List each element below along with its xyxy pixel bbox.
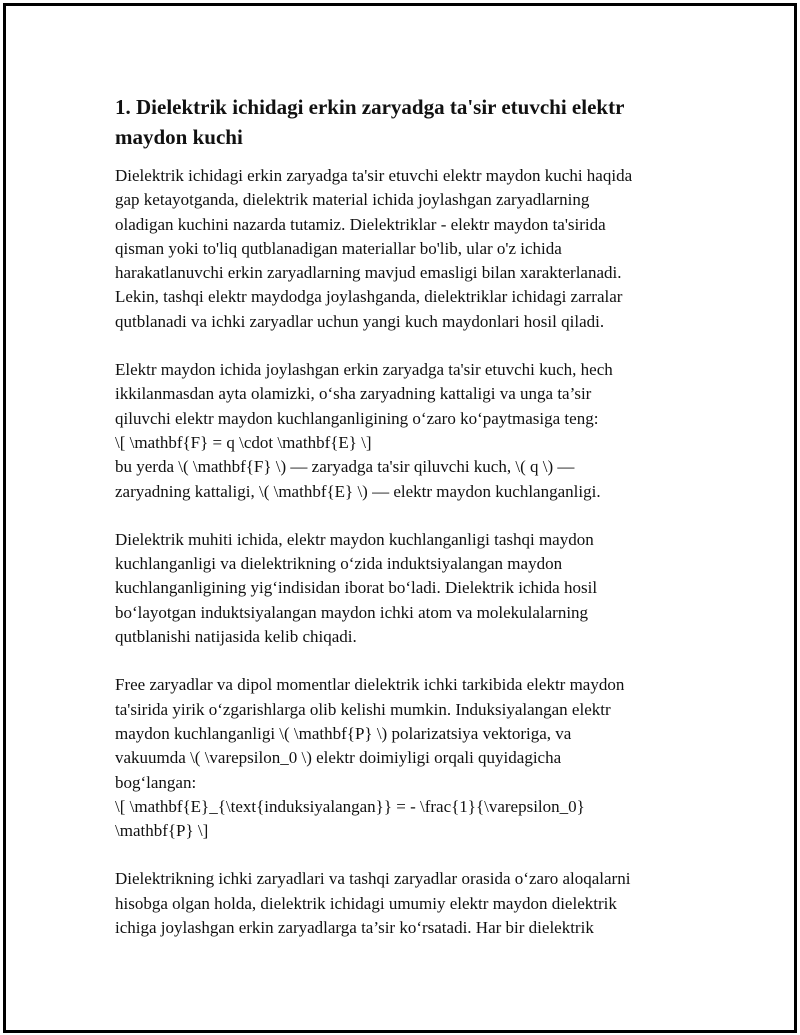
paragraph (115, 867, 685, 940)
text-line: Elektr maydon ichida joylashgan erkin zaryadga ta'sir etuvchi kuch, hech (115, 360, 613, 380)
text-line: kuchlanganligining yig‘indisidan iborat bo‘ladi. Dielektrik ichida hosil (115, 578, 598, 598)
text-line: oladigan kuchini nazarda tutamiz. Dielektriklar - elektr maydon ta'sirida (115, 214, 606, 234)
text-line: Dielektrik ichidagi erkin zaryadga ta'sir etuvchi elektr maydon kuchi haqida (115, 166, 633, 185)
heading-line: maydon kuchi (115, 125, 243, 149)
text-line: qisman yoki to'liq qutblanadigan materiallar bo'lib, ular o'z ichida (115, 238, 562, 258)
text-line: qutblanadi va ichki zaryadlar uchun yangi kuch maydonlari hosil qiladi. (115, 311, 605, 331)
text-line: harakatlanuvchi erkin zaryadlarning mavjud emasligi bilan xarakterlanadi. (115, 263, 622, 283)
text-line: qiluvchi elektr maydon kuchlanganligining o‘zaro ko‘paytmasiga teng: (115, 408, 599, 428)
text-line: bo‘layotgan induktsiyalangan maydon ichki atom va molekulalarning (115, 602, 589, 622)
text-line: vakuumda \( \varepsilon_0 \) elektr doimiyligi orqali quyidagicha (115, 748, 562, 768)
paragraph (115, 673, 685, 843)
formula-line: \[ \mathbf{F} = q \cdot \mathbf{E} \] (115, 432, 372, 452)
paragraph (115, 164, 685, 334)
text-line: ikkilanmasdan ayta olamizki, o‘sha zaryadning kattaligi va unga ta’sir (115, 384, 592, 404)
text-line: kuchlanganligi va dielektrikning o‘zida induktsiyalangan maydon (115, 554, 563, 574)
text-line: Dielektrikning ichki zaryadlari va tashqi zaryadlar orasida o‘zaro aloqalarni (115, 869, 631, 889)
text-line: Dielektrik muhiti ichida, elektr maydon kuchlanganligi tashqi maydon (115, 529, 594, 549)
document-body (115, 92, 685, 964)
text-line: Lekin, tashqi elektr maydodga joylashganda, dielektriklar ichidagi zarralar (115, 287, 623, 307)
paragraph (115, 528, 685, 649)
text-line: ta'sirida yirik o‘zgarishlarga olib kelishi mumkin. Induksiyalangan elektr (115, 699, 611, 719)
formula-line: \mathbf{P} \] (115, 821, 209, 841)
paragraph (115, 358, 685, 504)
text-line: bu yerda \( \mathbf{F} \) — zaryadga ta'sir qiluvchi kuch, \( q \) — (115, 457, 575, 477)
heading-line: 1. Dielektrik ichidagi erkin zaryadga ta'sir etuvchi elektr (115, 95, 625, 119)
text-line: bog‘langan: (115, 772, 197, 792)
formula-line: \[ \mathbf{E}_{\text{induksiyalangan}} = - \frac{1}{\varepsilon_0} (115, 796, 585, 816)
text-line: hisobga olgan holda, dielektrik ichidagi umumiy elektr maydon dielektrik (115, 893, 617, 913)
text-line: maydon kuchlanganligi \( \mathbf{P} \) polarizatsiya vektoriga, va (115, 723, 572, 743)
text-line: Free zaryadlar va dipol momentlar dielektrik ichki tarkibida elektr maydon (115, 675, 625, 695)
text-line: qutblanishi natijasida kelib chiqadi. (115, 627, 357, 647)
section-heading (115, 92, 685, 152)
text-line: gap ketayotganda, dielektrik material ichida joylashgan zaryadlarning (115, 190, 590, 210)
text-line: ichiga joylashgan erkin zaryadlarga ta’sir ko‘rsatadi. Har bir dielektrik (115, 918, 594, 938)
text-line: zaryadning kattaligi, \( \mathbf{E} \) — elektr maydon kuchlanganligi. (115, 481, 601, 501)
